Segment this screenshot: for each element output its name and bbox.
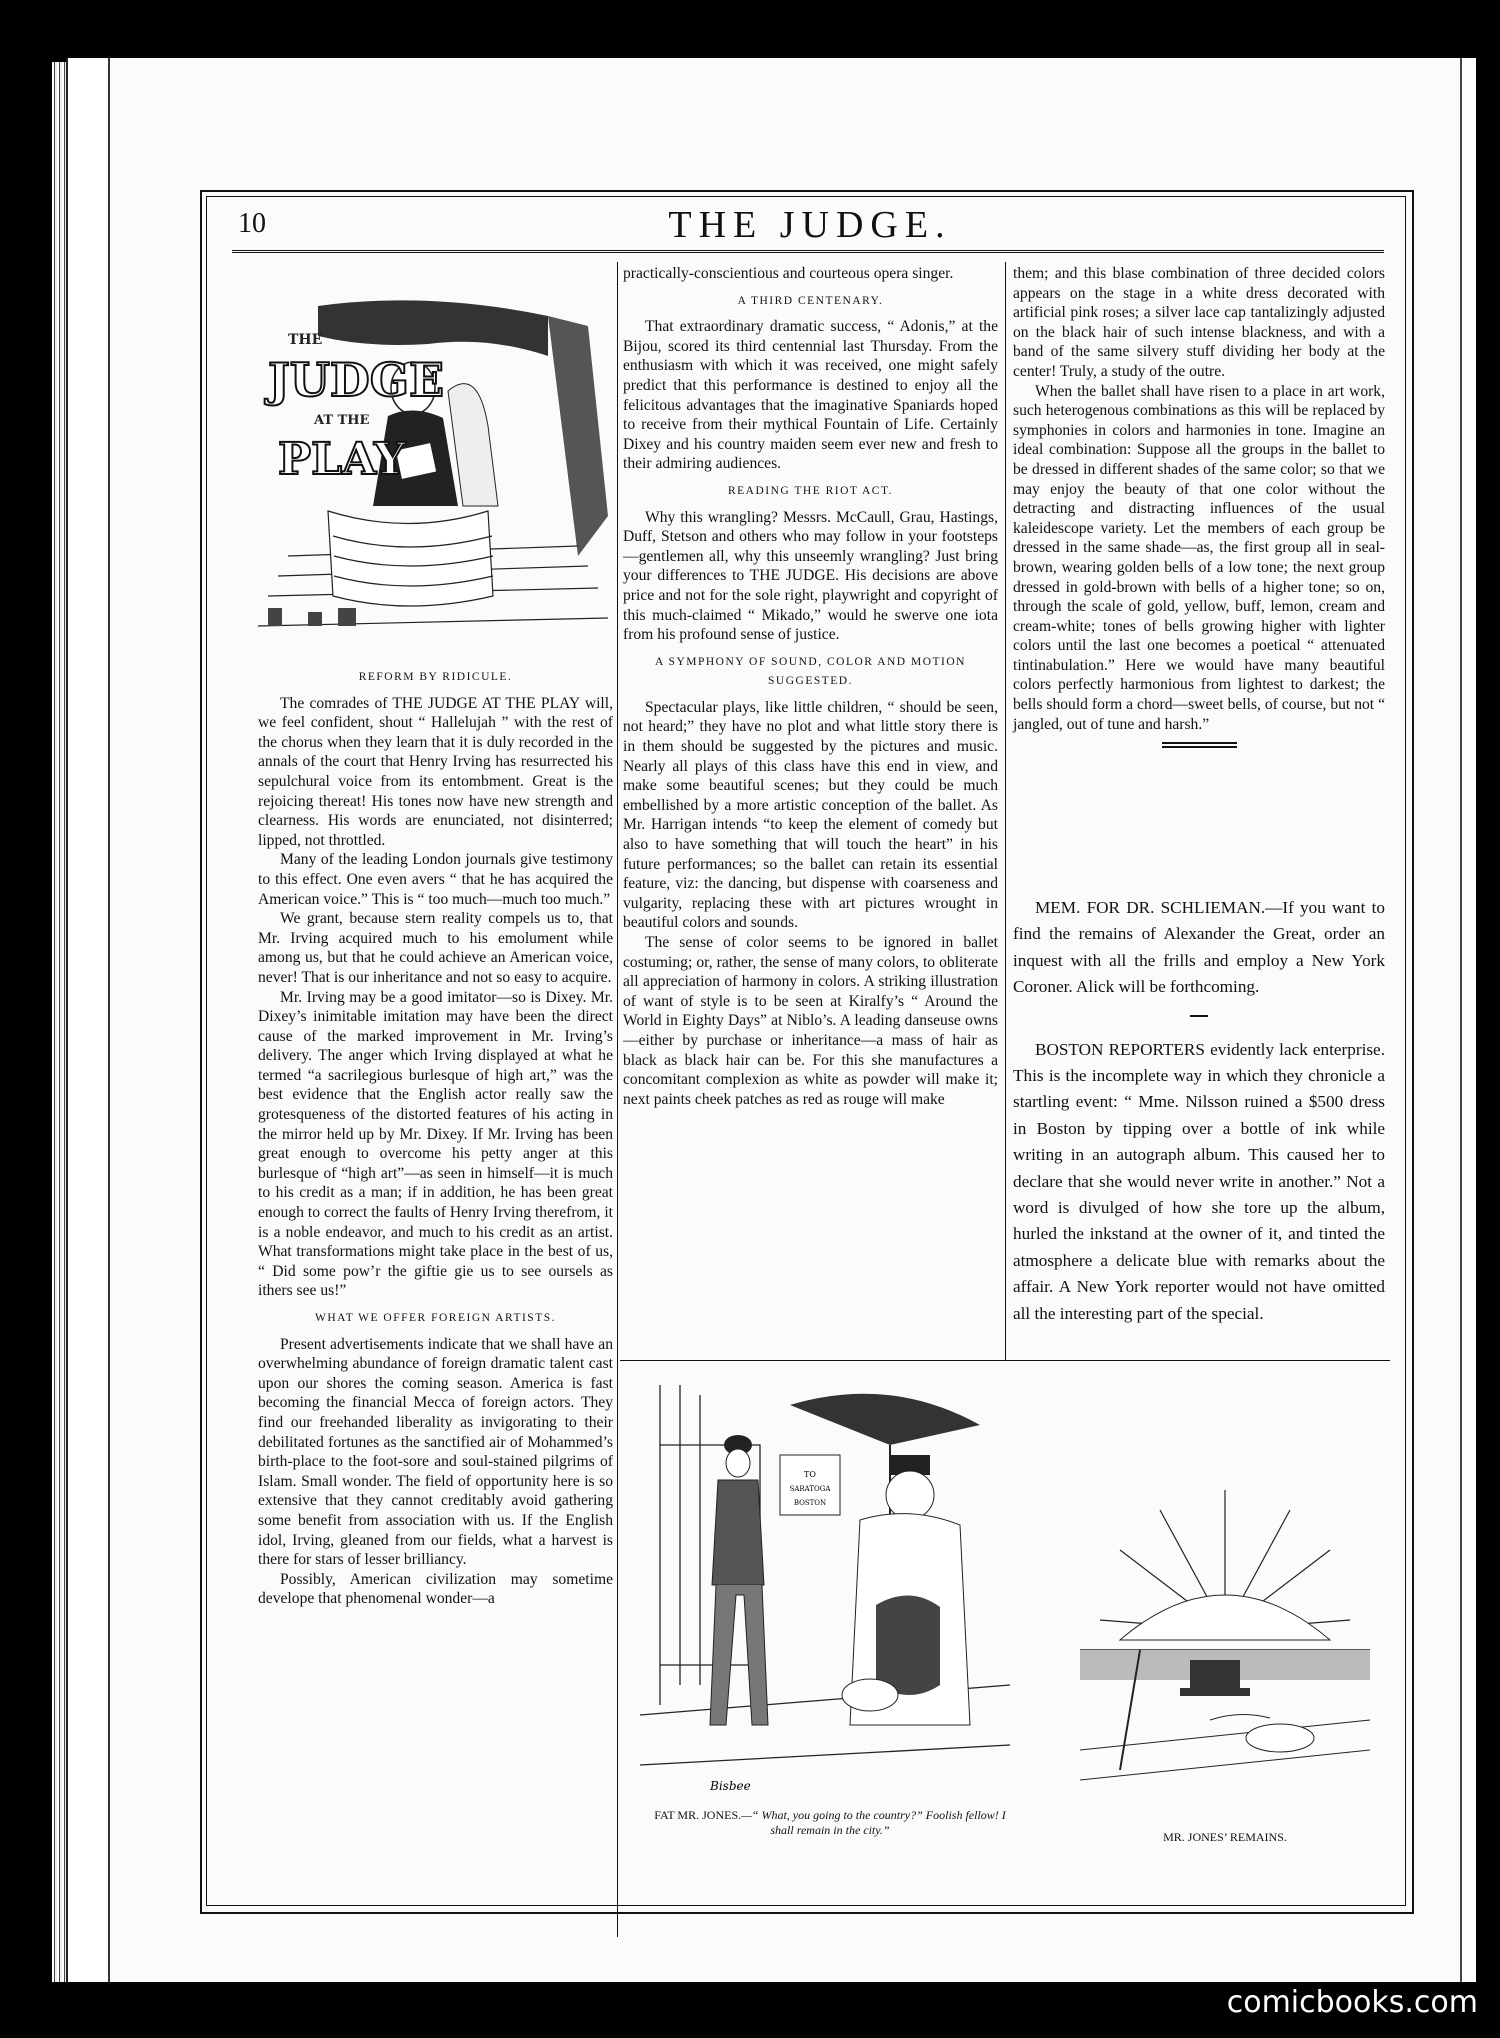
paragraph: Possibly, American civilization may sometime develope that phenomenal wonder—a <box>258 1570 613 1608</box>
paragraph: The comrades of THE JUDGE AT THE PLAY will, we feel confident, shout “ Hallelujah ” with the rest of the chorus when they learn that it is duly recorded in the annals of the court that Henry Irving has resurrected his sepulchural voice from its entombment. Great is the rejoicing thereat! His tones now have new strength and clearness. His words are enunciated, not disinterred; lipped, not throttled. <box>258 694 613 849</box>
paragraph: Present advertisements indicate that we shall have an overwhelming abundance of foreign dramatic talent cast upon our shores the coming season. America is fast becoming the financial Mecca of foreign actors. They find our freehanded liberality as invigorating to their debilitated fortunes as the sanctified air of Mohammed’s birth-place to the foot-sore and soul-stained pilgrims of Islam. Small wonder. The field of opportunity here is so extensive that they cannot creditably avoid gathering some benefit from association with us. If the English idol, Irving, gleaned from our fields, what a harvest is there for stars of lesser brilliancy. <box>258 1335 613 1569</box>
mr-jones-remains-cartoon <box>1080 1470 1370 1800</box>
cartoon-caption <box>1110 1830 1340 1845</box>
section-heading: READING THE RIOT ACT. <box>727 484 894 497</box>
paragraph: Many of the leading London journals give testimony to this effect. One even avers “ that he has acquired the American voice.” This is “ too much—much too much.” <box>258 851 613 908</box>
masthead: THE JUDGE. <box>668 204 952 246</box>
site-watermark: comicbooks.com <box>1226 1985 1478 2020</box>
item-lead: MEM. FOR DR. SCHLIEMAN. <box>1035 898 1266 917</box>
svg-text:BOSTON: BOSTON <box>793 1499 827 1507</box>
caption-text: —“ What, you going to the country?” Foolish fellow! I shall remain in the city.” <box>741 1808 1006 1837</box>
judge-at-the-play-illustration <box>248 296 610 656</box>
news-item <box>1013 895 1385 1001</box>
section-heading: WHAT WE OFFER FOREIGN ARTISTS. <box>315 1312 556 1324</box>
middle-column <box>623 264 998 1109</box>
caption-lead: MR. JONES’ REMAINS. <box>1163 1830 1287 1844</box>
item-lead: BOSTON REPORTERS <box>1035 1039 1205 1059</box>
svg-text:PLAY: PLAY <box>278 434 406 485</box>
cartoon-top-rule <box>620 1360 1390 1361</box>
ornamental-rule <box>1162 742 1237 748</box>
paragraph: Mr. Irving may be a good imitator—so is Dixey. Mr. Dixey’s inimitable imitation may have been the direct cause of the marked improvement in Mr. Irving’s delivery. The anger which Irving displayed at what he termed “a sacrilegious burlesque of high art,” was the best evidence that the English actor really saw the grotesqueness of the distorted features of his acting in the mirror held up by Mr. Dixey. If Mr. Irving has been great enough to overcome his petty anger at this burlesque of “high art”—as seen in himself—it is much to his credit as a man; if in addition, he has been great enough to correct the faults of Henry Irving therefrom, it is a noble endeavor, and much to his credit as an artist. What transformations might take place in the best of us, “ Did some pow’r the giftie gie us to see oursels as ithers see us!” <box>258 988 613 1300</box>
paragraph: Spectacular plays, like little children, “ should be seen, not heard;” they have no plot and what little story there is in them should be suggested by the pictures and music. Nearly all plays of this class have this end in view, and make some beautiful scenes; but they could be much embellished by a more artistic conception of the ballet. As Mr. Harrigan intends “to keep the element of comedy but also to have something that will touch the heart” in his future performances; so the ballet can retain its essential feature, viz: the dancing, but dispense with coarseness and vulgarity, replacing these with art pictures wrought in beautiful colors and sounds. <box>623 698 998 932</box>
right-column-items <box>1013 895 1385 1327</box>
cartoon-caption <box>650 1808 1010 1838</box>
right-column <box>1013 264 1385 772</box>
caption-lead: FAT MR. JONES. <box>654 1808 742 1822</box>
column-divider-1 <box>617 262 618 1937</box>
left-column <box>258 660 613 1609</box>
svg-text:SARATOGA: SARATOGA <box>789 1485 831 1493</box>
paragraph: When the ballet shall have risen to a place in art work, such heterogenous combinations as this will be replaced by symphonies in colors and harmonies in tone. Imagine an ideal combination: Suppose all the groups in the ballet to be dressed in different shades of the same color; so that we may enjoy the beauty of that one color without the detracting and distracting influences of the usual kaleidescope variety. Let the members of each group be dressed in the same shade—as, the first group all in seal-brown, wearing golden bells of a low tone; the next group dressed in gold-brown with bells of a higher tone; so on, through the scale of gold, yellow, buff, lemon, cream and cream-white; tones of bells growing higher with lighter colors until the last one becomes a poetical “ attenuated tintinabulation.” Here we would have many beautiful colors perfectly harmonious from lightest to darkest; the bells should form a chord—sweet bells, of course, but not “ jangled, out of tune and harsh.” <box>1013 382 1385 733</box>
paragraph: The sense of color seems to be ignored in ballet costuming; or, rather, the sense of many colors, to obliterate all appreciation of harmony in colors. A striking illustration of want of style is to be seen at Kiralfy’s “ Around the World in Eighty Days” at Niblo’s. A leading danseuse owns—either by purchase or inheritance—a mass of hair as black as black hair can be. For this she manufactures a concomitant complexion as white as powder will make it; next paints cheek patches as red as rouge will make <box>623 934 998 1108</box>
item-text: evidently lack enterprise. This is the incomplete way in which they chronicle a startling event: “ Mme. Nilsson ruined a $500 dress in Boston by tipping over a bottle of ink while writing in an autograph album. This caused her to declare that she would never write in another.” Not a word is divulged of how she tore up the album, hurled the inkstand at the owner of it, and tinted the atmosphere a delicate blue with remarks about the affair. A New York reporter would not have omitted all the interesting part of the special. <box>1013 1039 1385 1323</box>
fat-mr-jones-cartoon <box>640 1385 1010 1805</box>
paragraph: Why this wrangling? Messrs. McCaull, Grau, Hastings, Duff, Stetson and others who may follow in your footsteps—gentlemen all, why this unseemly wrangling? Just bring your differences to THE JUDGE. His decisions are above price and not for the sole right, playwright and copyright of this much-claimed “ Mikado,” would he swerve one iota from his profound sense of justice. <box>623 508 998 644</box>
section-heading: A THIRD CENTENARY. <box>737 294 884 307</box>
binding-edge <box>52 62 66 1982</box>
svg-text:THE: THE <box>288 332 323 348</box>
section-heading: REFORM BY RIDICULE. <box>358 671 513 683</box>
paragraph: We grant, because stern reality compels us to, that Mr. Irving acquired much to his emolument while among us, but that he could achieve an American voice, never! That is our inheritance and not so easy to acquire. <box>258 910 613 986</box>
item-text: —If you want to find the remains of Alexander the Great, order an inquest with all the frills and employ a New York Coroner. Alick will be forthcoming. <box>1013 898 1385 997</box>
svg-text:AT THE: AT THE <box>314 413 370 428</box>
paragraph: them; and this blase combination of three decided colors appears on the stage in a white dress decorated with artificial pink roses; a silver lace cap tantalizingly adjusted on the black hair of such intense blackness, and with a band of the same silvery stuff dividing her body at the center! Truly, a study of the outre. <box>1013 265 1385 380</box>
page-number: 10 <box>238 208 266 239</box>
news-item <box>1013 1037 1385 1327</box>
svg-text:TO: TO <box>804 1470 816 1479</box>
svg-text:JUDGE: JUDGE <box>268 353 445 407</box>
header-rule <box>232 250 1384 253</box>
column-divider-2 <box>1005 262 1006 1360</box>
item-divider <box>1190 1015 1208 1017</box>
paragraph: That extraordinary dramatic success, “ Adonis,” at the Bijou, scored its third centennial last Thursday. From the enthusiasm with which it was received, one might safely predict that this performance is destined to enjoy all the felicitous advantages that the imaginative Spaniards hoped to receive from their mythical Fountain of Life. Certainly Dixey and his country maiden seem ever new and fresh to their admiring audiences. <box>623 318 998 473</box>
page-margin-right <box>1460 58 1476 1982</box>
paragraph: practically-conscientious and courteous opera singer. <box>623 265 954 282</box>
page-margin-left <box>66 58 108 1982</box>
section-heading: A SYMPHONY OF SOUND, COLOR AND MOTION SUGGESTED. <box>655 655 966 688</box>
svg-text:Bisbee: Bisbee <box>710 1779 751 1793</box>
